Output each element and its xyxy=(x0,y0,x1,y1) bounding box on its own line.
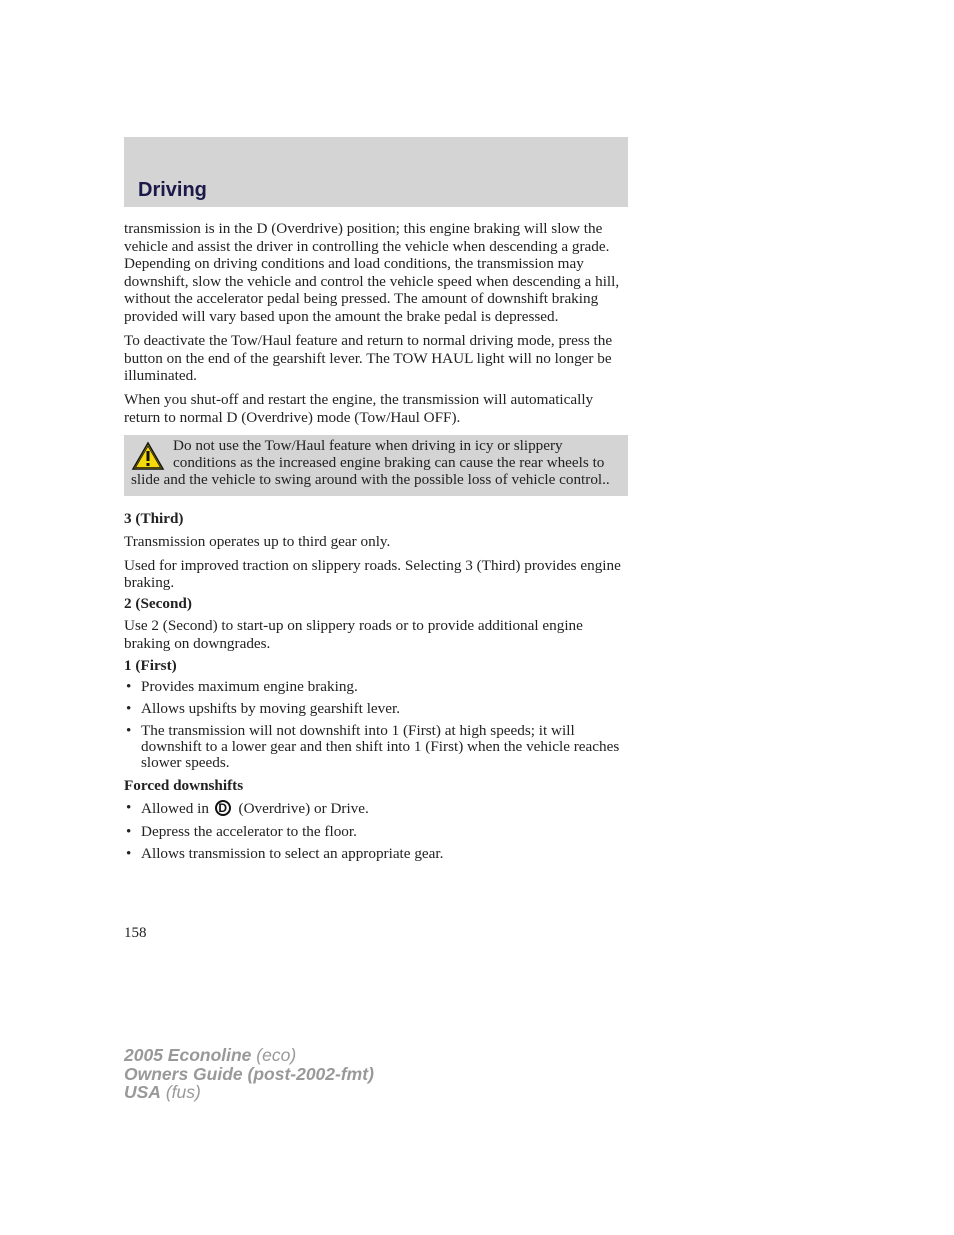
footer-line xyxy=(124,1065,374,1084)
list-item: • Depress the accelerator to the floor. xyxy=(124,824,628,840)
document-footer xyxy=(124,1046,374,1102)
warning-box xyxy=(124,435,628,496)
heading-first-gear: 1 (First) xyxy=(124,656,177,674)
footer-line xyxy=(124,1083,374,1102)
footer-model: 2005 Econoline xyxy=(124,1045,252,1065)
footer-line xyxy=(124,1046,374,1065)
page-content xyxy=(124,220,628,868)
overdrive-d-icon xyxy=(215,800,231,816)
list-item: • The transmission will not downshift into 1 (First) at high speeds; it will downshift to a lower gear and then shift into 1 (First) when the vehicle reaches slower speeds. xyxy=(124,723,628,772)
list-item: • Allows transmission to select an appropriate gear. xyxy=(124,846,628,862)
body-paragraph: transmission is in the D (Overdrive) position; this engine braking will slow the vehicle and assist the driver in controlling the vehicle when descending a grade. Depending on driving conditions and load conditions, the transmission may downshift, slow the vehicle and control the vehicle speed when descending a hill, without the accelerator pedal being pressed. The amount of downshift braking provided will vary based upon the amount the brake pedal is depressed. xyxy=(124,220,620,325)
forced-downshift-list xyxy=(124,800,628,862)
list-item-text: Allowed in xyxy=(141,799,209,817)
body-paragraph: Used for improved traction on slippery roads. Selecting 3 (Third) provides engine braking. xyxy=(124,556,621,592)
page-number: 158 xyxy=(124,925,147,941)
body-paragraph: Use 2 (Second) to start-up on slippery roads or to provide additional engine braking on downgrades. xyxy=(124,617,583,653)
footer-market-code: (fus) xyxy=(165,1082,201,1102)
list-item: • Allows upshifts by moving gearshift lever. xyxy=(124,701,628,717)
footer-model-code: (eco) xyxy=(256,1045,297,1065)
section-header-band xyxy=(124,137,628,207)
list-item: • Provides maximum engine braking. xyxy=(124,679,628,695)
heading-forced-downshifts: Forced downshifts xyxy=(124,777,244,795)
body-paragraph: Transmission operates up to third gear only. xyxy=(124,532,391,550)
footer-guide: Owners Guide (post-2002-fmt) xyxy=(124,1063,374,1084)
heading-third-gear: 3 (Third) xyxy=(124,510,184,528)
body-paragraph: To deactivate the Tow/Haul feature and return to normal driving mode, press the button on the end of the gearshift lever. The TOW HAUL light will no longer be illuminated. xyxy=(124,331,613,385)
footer-market: USA xyxy=(124,1082,161,1102)
warning-text: Do not use the Tow/Haul feature when driving in icy or slippery conditions as the increased engine braking can cause the rear wheels to slide and the vehicle to swing around with the possible loss of vehicle control.. xyxy=(131,437,610,488)
list-item-text: (Overdrive) or Drive. xyxy=(238,799,369,817)
first-gear-list xyxy=(124,679,628,771)
warning-triangle-icon xyxy=(131,441,165,471)
heading-second-gear: 2 (Second) xyxy=(124,594,192,612)
section-title: Driving xyxy=(138,179,207,201)
body-paragraph: When you shut-off and restart the engine, the transmission will automatically return to normal D (Overdrive) mode (Tow/Haul OFF). xyxy=(124,391,594,426)
list-item xyxy=(124,800,628,817)
